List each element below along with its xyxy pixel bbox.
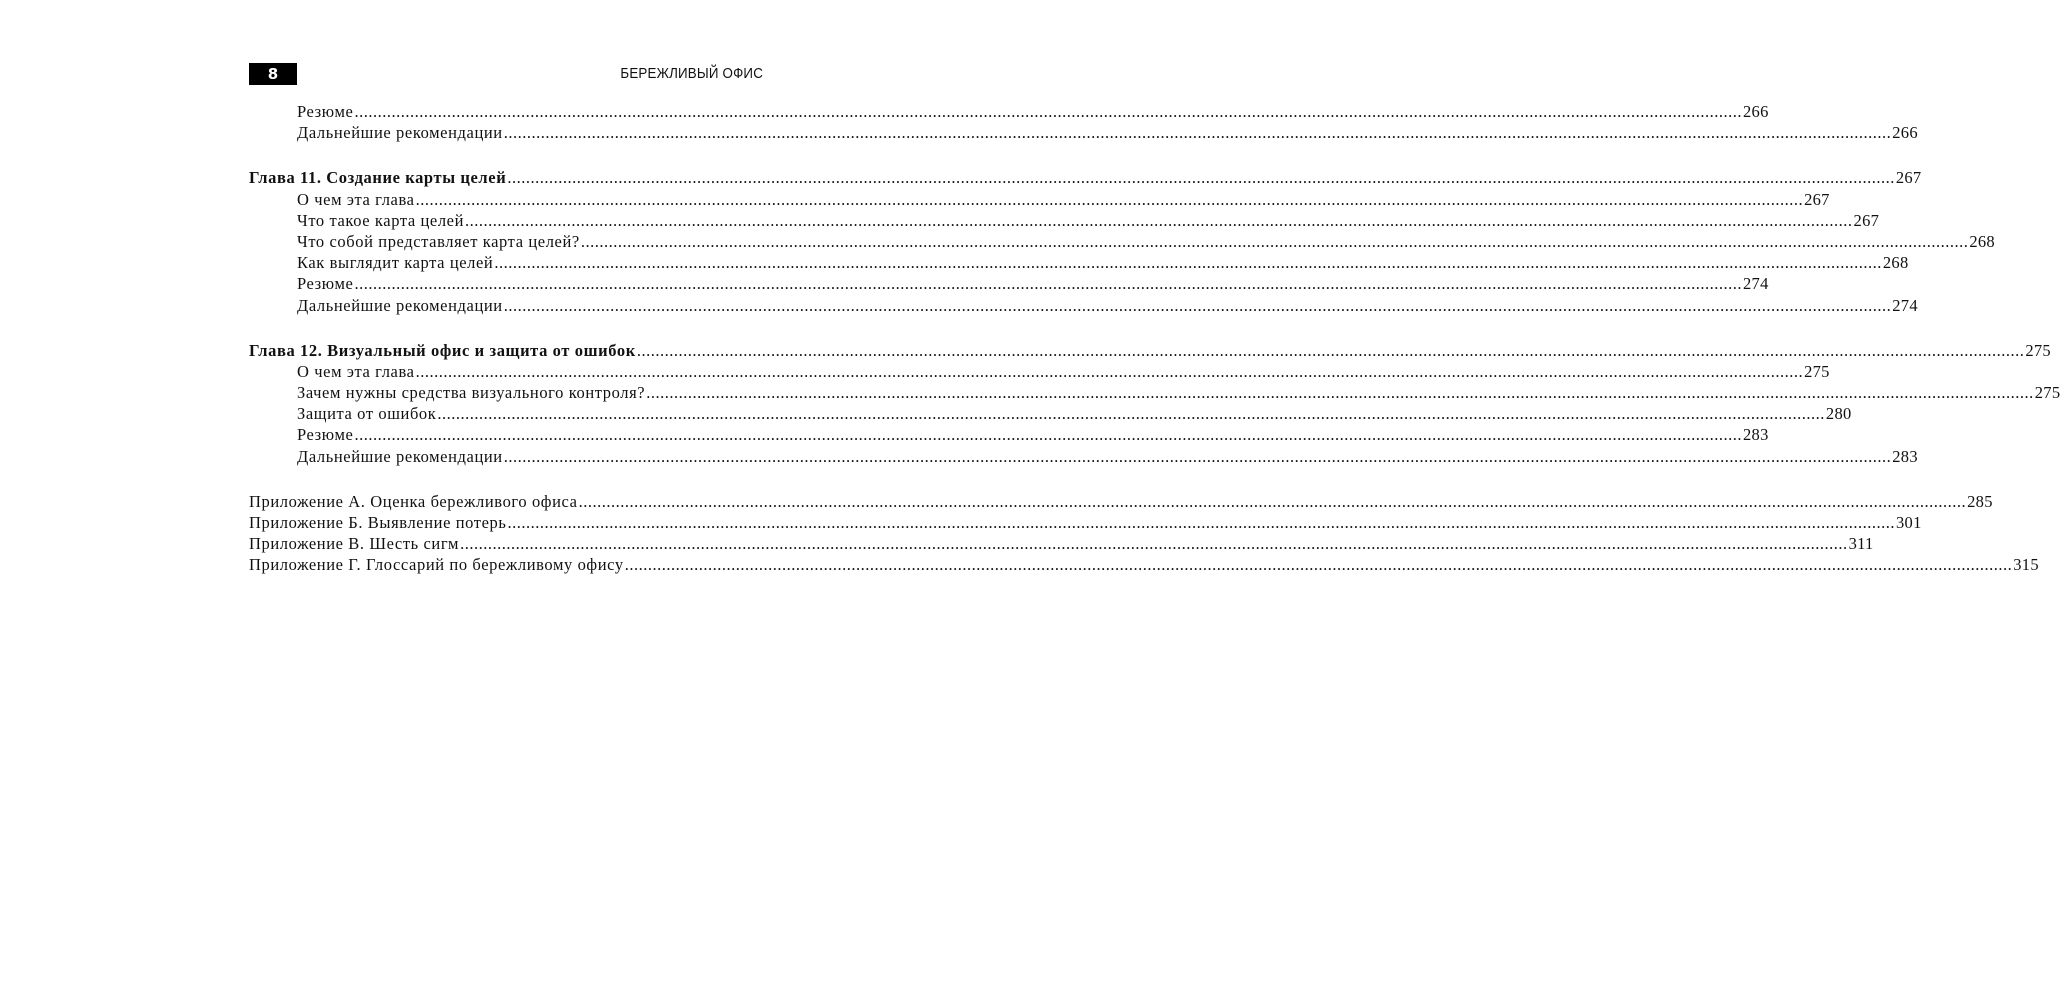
toc-dot-leader: ............................................................................................................................................................................................................................................................................................................ xyxy=(354,425,1742,445)
toc-dot-leader: ............................................................................................................................................................................................................................................................................................................ xyxy=(415,361,1804,381)
toc-entry-title: Зачем нужны средства визуального контроля? xyxy=(297,383,646,403)
toc-entry-page: 267 xyxy=(1895,168,1922,188)
toc-dot-leader: ............................................................................................................................................................................................................................................................................................................ xyxy=(503,123,1892,143)
toc-dot-leader: ............................................................................................................................................................................................................................................................................................................ xyxy=(437,404,1825,424)
toc-entry-page: 274 xyxy=(1742,274,1769,294)
toc-section-entry xyxy=(249,273,1769,294)
toc-entry-title: Как выглядит карта целей xyxy=(297,253,494,273)
toc-entry-title: Резюме xyxy=(297,425,354,445)
toc-entry-title: Приложение В. Шесть сигм xyxy=(249,534,460,554)
toc-entry-title: О чем эта глава xyxy=(297,189,415,209)
toc-dot-leader: ............................................................................................................................................................................................................................................................................................................ xyxy=(507,168,1895,188)
toc-appendix-entry xyxy=(249,554,2039,575)
toc-dot-leader: ............................................................................................................................................................................................................................................................................................................ xyxy=(646,383,2034,403)
toc-section-entry xyxy=(249,295,1918,316)
toc-dot-leader: ............................................................................................................................................................................................................................................................................................................ xyxy=(460,534,1848,554)
toc-appendix-entry xyxy=(249,491,1993,512)
toc-section-entry xyxy=(249,361,1830,382)
toc-section-entry xyxy=(249,446,1918,467)
toc-entry-page: 268 xyxy=(1969,231,1995,251)
toc-dot-leader: ............................................................................................................................................................................................................................................................................................................ xyxy=(578,491,1967,511)
toc-dot-leader: ............................................................................................................................................................................................................................................................................................................ xyxy=(354,274,1742,294)
toc-entry-page: 283 xyxy=(1742,425,1769,445)
toc-entry-page: 268 xyxy=(1882,253,1909,273)
toc-chapter-entry xyxy=(249,340,2051,361)
toc-entry-title: Приложение А. Оценка бережливого офиса xyxy=(249,491,578,511)
toc-entry-title: Приложение Б. Выявление потерь xyxy=(249,513,507,532)
toc-entry-page: 275 xyxy=(2025,340,2051,360)
toc-entry-title: Защита от ошибок xyxy=(297,404,437,424)
toc-entry-page: 315 xyxy=(2013,555,2039,575)
toc-entry-page: 274 xyxy=(1892,295,1918,315)
toc-entry-title: Дальнейшие рекомендации xyxy=(297,123,503,143)
toc-section-entry xyxy=(249,189,1830,210)
toc-dot-leader: ............................................................................................................................................................................................................................................................................................................ xyxy=(624,555,2013,575)
toc-section-entry xyxy=(249,122,1918,143)
toc-entry-title: Глава 11. Создание карты целей xyxy=(249,168,507,188)
toc-appendix-entry xyxy=(249,533,1874,554)
toc-appendix-entry xyxy=(249,512,1922,533)
toc-entry-page: 267 xyxy=(1804,189,1830,209)
toc-section-entry xyxy=(249,231,1995,252)
toc-entry-page: 266 xyxy=(1742,102,1769,121)
toc-entry-title: Резюме xyxy=(297,102,354,121)
toc-entry-title: Резюме xyxy=(297,274,354,294)
table-of-contents xyxy=(249,101,2060,576)
toc-entry-title: О чем эта глава xyxy=(297,361,415,381)
toc-entry-title: Дальнейшие рекомендации xyxy=(297,446,503,466)
running-title: БЕРЕЖЛИВЫЙ ОФИС xyxy=(620,66,763,82)
toc-entry-page: 301 xyxy=(1896,513,1922,532)
toc-section-entry xyxy=(249,252,1909,273)
toc-dot-leader: ............................................................................................................................................................................................................................................................................................................ xyxy=(503,295,1892,315)
toc-dot-leader: ............................................................................................................................................................................................................................................................................................................ xyxy=(503,446,1892,466)
toc-section-entry xyxy=(249,101,1769,122)
toc-entry-title: Что собой представляет карта целей? xyxy=(297,231,580,251)
toc-entry-page: 275 xyxy=(1804,361,1830,381)
toc-entry-title: Глава 12. Визуальный офис и защита от ошибок xyxy=(249,340,636,360)
page-number: 8 xyxy=(249,63,297,85)
toc-section-entry xyxy=(249,210,1880,231)
toc-section-entry xyxy=(249,382,2060,403)
toc-section-entry xyxy=(249,403,1852,424)
toc-dot-leader: ............................................................................................................................................................................................................................................................................................................ xyxy=(507,513,1895,532)
toc-dot-leader: ............................................................................................................................................................................................................................................................................................................ xyxy=(465,210,1853,230)
toc-entry-page: 267 xyxy=(1853,210,1880,230)
toc-entry-page: 283 xyxy=(1892,446,1918,466)
toc-dot-leader: ............................................................................................................................................................................................................................................................................................................ xyxy=(415,189,1804,209)
toc-entry-page: 280 xyxy=(1825,404,1852,424)
toc-entry-title: Что такое карта целей xyxy=(297,210,465,230)
toc-entry-page: 285 xyxy=(1967,491,1993,511)
toc-entry-page: 311 xyxy=(1848,534,1874,554)
toc-entry-title: Дальнейшие рекомендации xyxy=(297,295,503,315)
toc-dot-leader: ............................................................................................................................................................................................................................................................................................................ xyxy=(354,102,1742,121)
toc-section-entry xyxy=(249,424,1769,445)
toc-dot-leader: ............................................................................................................................................................................................................................................................................................................ xyxy=(580,231,1969,251)
toc-entry-title: Приложение Г. Глоссарий по бережливому офису xyxy=(249,555,624,575)
toc-dot-leader: ............................................................................................................................................................................................................................................................................................................ xyxy=(494,253,1882,273)
page-header xyxy=(249,63,763,85)
toc-entry-page: 266 xyxy=(1892,123,1918,143)
toc-entry-page: 275 xyxy=(2034,383,2060,403)
toc-chapter-entry xyxy=(249,167,1922,188)
toc-dot-leader: ............................................................................................................................................................................................................................................................................................................ xyxy=(636,340,2025,360)
